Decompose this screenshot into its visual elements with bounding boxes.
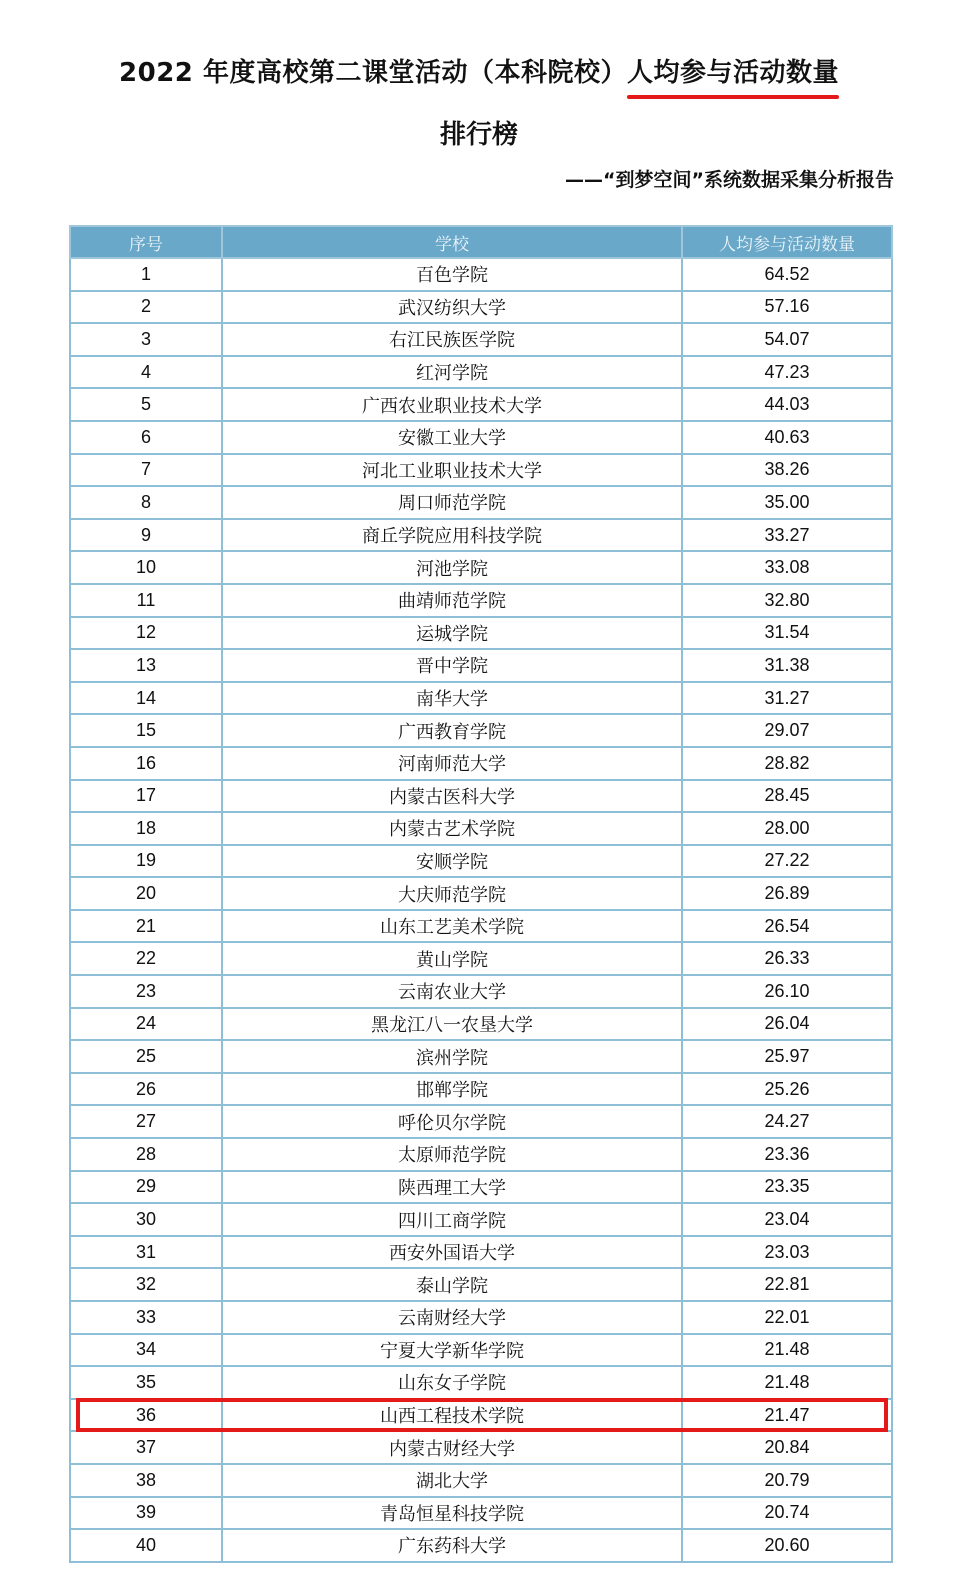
activity-count-cell: 40.63 xyxy=(682,421,892,454)
table-row xyxy=(70,747,892,780)
school-cell: 右江民族医学院 xyxy=(222,323,682,356)
school-cell: 武汉纺织大学 xyxy=(222,291,682,324)
activity-count-cell: 25.97 xyxy=(682,1040,892,1073)
table-row xyxy=(70,486,892,519)
rank-cell: 27 xyxy=(70,1105,222,1138)
ranking-table-container xyxy=(69,225,891,1563)
school-cell: 黄山学院 xyxy=(222,942,682,975)
school-cell: 运城学院 xyxy=(222,617,682,650)
rank-cell: 20 xyxy=(70,877,222,910)
rank-cell: 10 xyxy=(70,551,222,584)
rank-cell: 16 xyxy=(70,747,222,780)
rank-cell: 38 xyxy=(70,1464,222,1497)
activity-count-cell: 23.03 xyxy=(682,1236,892,1269)
activity-count-cell: 31.38 xyxy=(682,649,892,682)
activity-count-cell: 54.07 xyxy=(682,323,892,356)
activity-count-cell: 26.54 xyxy=(682,910,892,943)
school-cell: 山西工程技术学院 xyxy=(222,1399,682,1432)
activity-count-cell: 28.82 xyxy=(682,747,892,780)
table-row xyxy=(70,356,892,389)
activity-count-cell: 31.54 xyxy=(682,617,892,650)
rank-cell: 33 xyxy=(70,1301,222,1334)
rank-cell: 26 xyxy=(70,1073,222,1106)
rank-cell: 32 xyxy=(70,1268,222,1301)
table-row xyxy=(70,454,892,487)
table-row xyxy=(70,388,892,421)
rank-cell: 12 xyxy=(70,617,222,650)
rank-cell: 13 xyxy=(70,649,222,682)
rank-cell: 24 xyxy=(70,1008,222,1041)
school-cell: 广西农业职业技术大学 xyxy=(222,388,682,421)
rank-cell: 3 xyxy=(70,323,222,356)
activity-count-cell: 26.04 xyxy=(682,1008,892,1041)
school-cell: 青岛恒星科技学院 xyxy=(222,1497,682,1530)
rank-cell: 18 xyxy=(70,812,222,845)
table-row xyxy=(70,1073,892,1106)
activity-count-cell: 44.03 xyxy=(682,388,892,421)
school-cell: 黑龙江八一农垦大学 xyxy=(222,1008,682,1041)
page-title xyxy=(0,52,958,89)
school-cell: 河南师范大学 xyxy=(222,747,682,780)
header-activity-count: 人均参与活动数量 xyxy=(682,226,892,258)
rank-cell: 34 xyxy=(70,1334,222,1367)
header-rank: 序号 xyxy=(70,226,222,258)
table-row xyxy=(70,910,892,943)
page-title-line2: 排行榜 xyxy=(439,120,518,150)
table-row xyxy=(70,682,892,715)
activity-count-cell: 21.48 xyxy=(682,1366,892,1399)
table-row xyxy=(70,258,892,291)
school-cell: 滨州学院 xyxy=(222,1040,682,1073)
table-row xyxy=(70,1301,892,1334)
rank-cell: 2 xyxy=(70,291,222,324)
school-cell: 安徽工业大学 xyxy=(222,421,682,454)
activity-count-cell: 33.08 xyxy=(682,551,892,584)
rank-cell: 14 xyxy=(70,682,222,715)
activity-count-cell: 57.16 xyxy=(682,291,892,324)
rank-cell: 30 xyxy=(70,1203,222,1236)
table-row xyxy=(70,1203,892,1236)
school-cell: 内蒙古财经大学 xyxy=(222,1431,682,1464)
table-row xyxy=(70,942,892,975)
school-cell: 陕西理工大学 xyxy=(222,1171,682,1204)
activity-count-cell: 64.52 xyxy=(682,258,892,291)
rank-cell: 5 xyxy=(70,388,222,421)
table-row xyxy=(70,1138,892,1171)
table-row xyxy=(70,1334,892,1367)
ranking-table xyxy=(69,225,893,1563)
rank-cell: 40 xyxy=(70,1529,222,1562)
school-cell: 山东工艺美术学院 xyxy=(222,910,682,943)
school-cell: 宁夏大学新华学院 xyxy=(222,1334,682,1367)
school-cell: 南华大学 xyxy=(222,682,682,715)
activity-count-cell: 24.27 xyxy=(682,1105,892,1138)
rank-cell: 9 xyxy=(70,519,222,552)
school-cell: 呼伦贝尔学院 xyxy=(222,1105,682,1138)
school-cell: 山东女子学院 xyxy=(222,1366,682,1399)
table-row xyxy=(70,1008,892,1041)
rank-cell: 28 xyxy=(70,1138,222,1171)
activity-count-cell: 22.01 xyxy=(682,1301,892,1334)
rank-cell: 7 xyxy=(70,454,222,487)
rank-cell: 8 xyxy=(70,486,222,519)
school-cell: 四川工商学院 xyxy=(222,1203,682,1236)
activity-count-cell: 23.04 xyxy=(682,1203,892,1236)
table-row xyxy=(70,1236,892,1269)
table-row xyxy=(70,1171,892,1204)
rank-cell: 23 xyxy=(70,975,222,1008)
activity-count-cell: 28.45 xyxy=(682,780,892,813)
school-cell: 广东药科大学 xyxy=(222,1529,682,1562)
activity-count-cell: 20.74 xyxy=(682,1497,892,1530)
rank-cell: 11 xyxy=(70,584,222,617)
school-cell: 河北工业职业技术大学 xyxy=(222,454,682,487)
school-cell: 曲靖师范学院 xyxy=(222,584,682,617)
table-row xyxy=(70,1040,892,1073)
school-cell: 周口师范学院 xyxy=(222,486,682,519)
table-row xyxy=(70,845,892,878)
school-cell: 邯郸学院 xyxy=(222,1073,682,1106)
table-row xyxy=(70,291,892,324)
school-cell: 大庆师范学院 xyxy=(222,877,682,910)
table-row xyxy=(70,649,892,682)
table-row xyxy=(70,975,892,1008)
activity-count-cell: 35.00 xyxy=(682,486,892,519)
school-cell: 云南财经大学 xyxy=(222,1301,682,1334)
rank-cell: 1 xyxy=(70,258,222,291)
table-row xyxy=(70,1464,892,1497)
table-row xyxy=(70,1268,892,1301)
rank-cell: 35 xyxy=(70,1366,222,1399)
school-cell: 安顺学院 xyxy=(222,845,682,878)
rank-cell: 29 xyxy=(70,1171,222,1204)
table-row xyxy=(70,1529,892,1562)
activity-count-cell: 22.81 xyxy=(682,1268,892,1301)
header-school: 学校 xyxy=(222,226,682,258)
school-cell: 西安外国语大学 xyxy=(222,1236,682,1269)
activity-count-cell: 20.84 xyxy=(682,1431,892,1464)
activity-count-cell: 20.60 xyxy=(682,1529,892,1562)
table-row xyxy=(70,877,892,910)
rank-cell: 25 xyxy=(70,1040,222,1073)
school-cell: 红河学院 xyxy=(222,356,682,389)
table-row xyxy=(70,617,892,650)
activity-count-cell: 23.36 xyxy=(682,1138,892,1171)
school-cell: 云南农业大学 xyxy=(222,975,682,1008)
school-cell: 泰山学院 xyxy=(222,1268,682,1301)
school-cell: 内蒙古医科大学 xyxy=(222,780,682,813)
table-row xyxy=(70,584,892,617)
rank-cell: 39 xyxy=(70,1497,222,1530)
activity-count-cell: 26.10 xyxy=(682,975,892,1008)
rank-cell: 21 xyxy=(70,910,222,943)
table-row xyxy=(70,1497,892,1530)
rank-cell: 4 xyxy=(70,356,222,389)
table-header-row xyxy=(70,226,892,258)
table-row xyxy=(70,812,892,845)
rank-cell: 19 xyxy=(70,845,222,878)
table-row xyxy=(70,519,892,552)
rank-cell: 17 xyxy=(70,780,222,813)
rank-cell: 37 xyxy=(70,1431,222,1464)
table-row xyxy=(70,421,892,454)
school-cell: 晋中学院 xyxy=(222,649,682,682)
table-row xyxy=(70,1366,892,1399)
school-cell: 太原师范学院 xyxy=(222,1138,682,1171)
activity-count-cell: 31.27 xyxy=(682,682,892,715)
rank-cell: 6 xyxy=(70,421,222,454)
table-row xyxy=(70,1105,892,1138)
activity-count-cell: 33.27 xyxy=(682,519,892,552)
activity-count-cell: 26.33 xyxy=(682,942,892,975)
activity-count-cell: 21.48 xyxy=(682,1334,892,1367)
activity-count-cell: 38.26 xyxy=(682,454,892,487)
table-row xyxy=(70,1431,892,1464)
school-cell: 内蒙古艺术学院 xyxy=(222,812,682,845)
table-row xyxy=(70,714,892,747)
table-row xyxy=(70,1399,892,1432)
activity-count-cell: 32.80 xyxy=(682,584,892,617)
table-body xyxy=(70,258,892,1562)
title-highlight: 人均参与活动数量 xyxy=(627,52,839,89)
rank-cell: 36 xyxy=(70,1399,222,1432)
table-row xyxy=(70,323,892,356)
school-cell: 广西教育学院 xyxy=(222,714,682,747)
activity-count-cell: 27.22 xyxy=(682,845,892,878)
activity-count-cell: 23.35 xyxy=(682,1171,892,1204)
school-cell: 商丘学院应用科技学院 xyxy=(222,519,682,552)
title-prefix: 2022 年度高校第二课堂活动（本科院校） xyxy=(119,58,627,88)
school-cell: 百色学院 xyxy=(222,258,682,291)
activity-count-cell: 47.23 xyxy=(682,356,892,389)
school-cell: 河池学院 xyxy=(222,551,682,584)
activity-count-cell: 28.00 xyxy=(682,812,892,845)
rank-cell: 22 xyxy=(70,942,222,975)
school-cell: 湖北大学 xyxy=(222,1464,682,1497)
rank-cell: 15 xyxy=(70,714,222,747)
activity-count-cell: 20.79 xyxy=(682,1464,892,1497)
rank-cell: 31 xyxy=(70,1236,222,1269)
activity-count-cell: 25.26 xyxy=(682,1073,892,1106)
page-subtitle: ——“到梦空间”系统数据采集分析报告 xyxy=(565,169,894,191)
activity-count-cell: 29.07 xyxy=(682,714,892,747)
table-row xyxy=(70,780,892,813)
activity-count-cell: 21.47 xyxy=(682,1399,892,1432)
activity-count-cell: 26.89 xyxy=(682,877,892,910)
table-row xyxy=(70,551,892,584)
